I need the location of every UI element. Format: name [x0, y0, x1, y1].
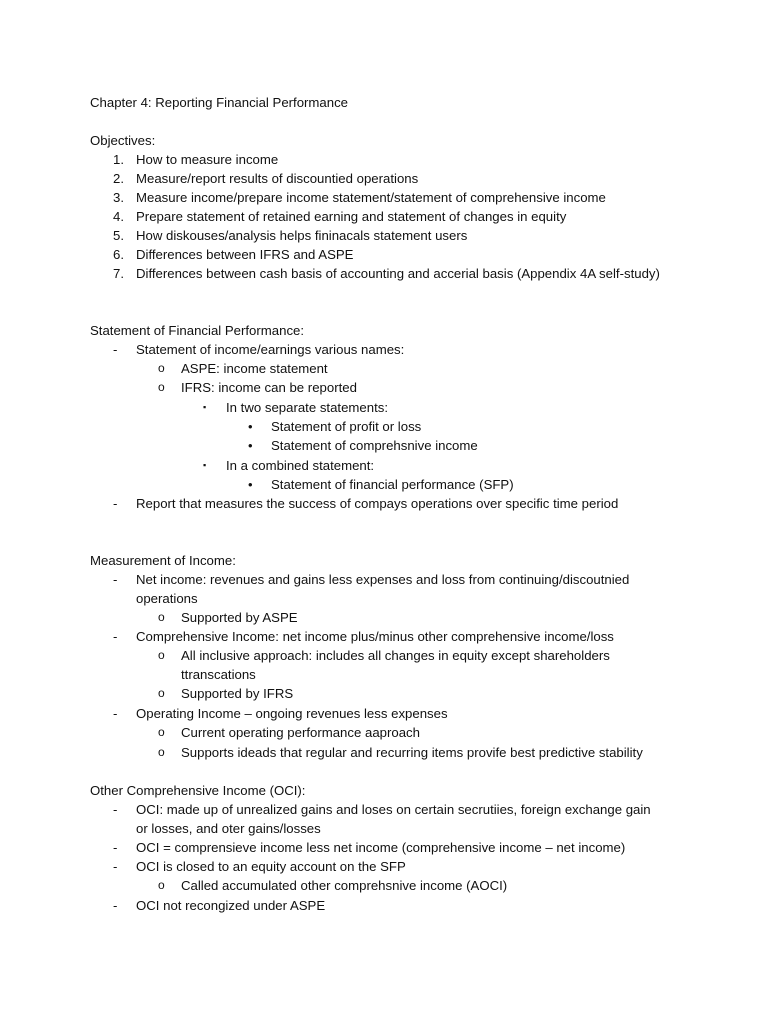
dash-marker: -	[113, 859, 118, 874]
section-heading: Statement of Financial Performance:	[90, 323, 305, 338]
list-item: IFRS: income can be reported	[181, 380, 357, 395]
dash-marker: -	[113, 706, 118, 721]
dash-marker: -	[113, 629, 118, 644]
list-item: Current operating performance aaproach	[181, 725, 420, 740]
list-item-continued: or losses, and oter gains/losses	[136, 821, 321, 836]
list-item: How to measure income	[136, 152, 279, 167]
list-number: 6.	[113, 247, 124, 262]
list-number: 3.	[113, 190, 124, 205]
list-item: Comprehensive Income: net income plus/minus other comprehensive income/loss	[136, 629, 614, 644]
list-item: In a combined statement:	[226, 458, 375, 473]
list-item: Supports ideads that regular and recurring items provife best predictive stability	[181, 745, 643, 760]
list-item: Operating Income – ongoing revenues less expenses	[136, 706, 448, 721]
circle-marker: o	[158, 745, 165, 759]
list-item: ASPE: income statement	[181, 361, 328, 376]
list-item: OCI not recongized under ASPE	[136, 898, 326, 913]
list-item: Statement of income/earnings various names:	[136, 342, 405, 357]
list-item: In two separate statements:	[226, 400, 388, 415]
circle-marker: o	[158, 610, 165, 624]
circle-marker: o	[158, 361, 165, 375]
page-title: Chapter 4: Reporting Financial Performance	[90, 95, 349, 110]
list-item: All inclusive approach: includes all changes in equity except shareholders	[181, 648, 610, 663]
list-item: Differences between cash basis of accounting and accerial basis (Appendix 4A self-study)	[136, 266, 660, 281]
list-item: Report that measures the success of compays operations over specific time period	[136, 496, 619, 511]
section-heading: Measurement of Income:	[90, 553, 236, 568]
square-marker: ▪	[203, 460, 207, 470]
bullet-marker: •	[248, 419, 253, 434]
list-item-continued: operations	[136, 591, 198, 606]
list-item: Supported by IFRS	[181, 686, 294, 701]
list-item-continued: ttranscations	[181, 667, 256, 682]
bullet-marker: •	[248, 477, 253, 492]
list-item: OCI is closed to an equity account on the SFP	[136, 859, 406, 874]
dash-marker: -	[113, 342, 118, 357]
list-item: OCI: made up of unrealized gains and loses on certain secrutiies, foreign exchange gain	[136, 802, 651, 817]
list-item: Prepare statement of retained earning and statement of changes in equity	[136, 209, 567, 224]
list-item: Statement of financial performance (SFP)	[271, 477, 514, 492]
list-item: Statement of comprehsnive income	[271, 438, 478, 453]
dash-marker: -	[113, 802, 118, 817]
bullet-marker: •	[248, 438, 253, 453]
list-item: Called accumulated other comprehsnive income (AOCI)	[181, 878, 508, 893]
list-item: Measure/report results of discountied operations	[136, 171, 419, 186]
dash-marker: -	[113, 898, 118, 913]
list-number: 2.	[113, 171, 124, 186]
list-item: Supported by ASPE	[181, 610, 298, 625]
circle-marker: o	[158, 380, 165, 394]
list-item: Differences between IFRS and ASPE	[136, 247, 354, 262]
list-number: 5.	[113, 228, 124, 243]
list-item: How diskouses/analysis helps fininacals statement users	[136, 228, 468, 243]
circle-marker: o	[158, 686, 165, 700]
list-number: 1.	[113, 152, 124, 167]
dash-marker: -	[113, 840, 118, 855]
list-item: Statement of profit or loss	[271, 419, 422, 434]
objectives-heading: Objectives:	[90, 133, 156, 148]
dash-marker: -	[113, 496, 118, 511]
list-item: Measure income/prepare income statement/statement of comprehensive income	[136, 190, 606, 205]
list-number: 7.	[113, 266, 124, 281]
circle-marker: o	[158, 725, 165, 739]
list-item: OCI = comprensieve income less net income (comprehensive income – net income)	[136, 840, 626, 855]
list-number: 4.	[113, 209, 124, 224]
section-heading: Other Comprehensive Income (OCI):	[90, 783, 306, 798]
circle-marker: o	[158, 648, 165, 662]
dash-marker: -	[113, 572, 118, 587]
list-item: Net income: revenues and gains less expenses and loss from continuing/discoutnied	[136, 572, 630, 587]
square-marker: ▪	[203, 402, 207, 412]
circle-marker: o	[158, 878, 165, 892]
